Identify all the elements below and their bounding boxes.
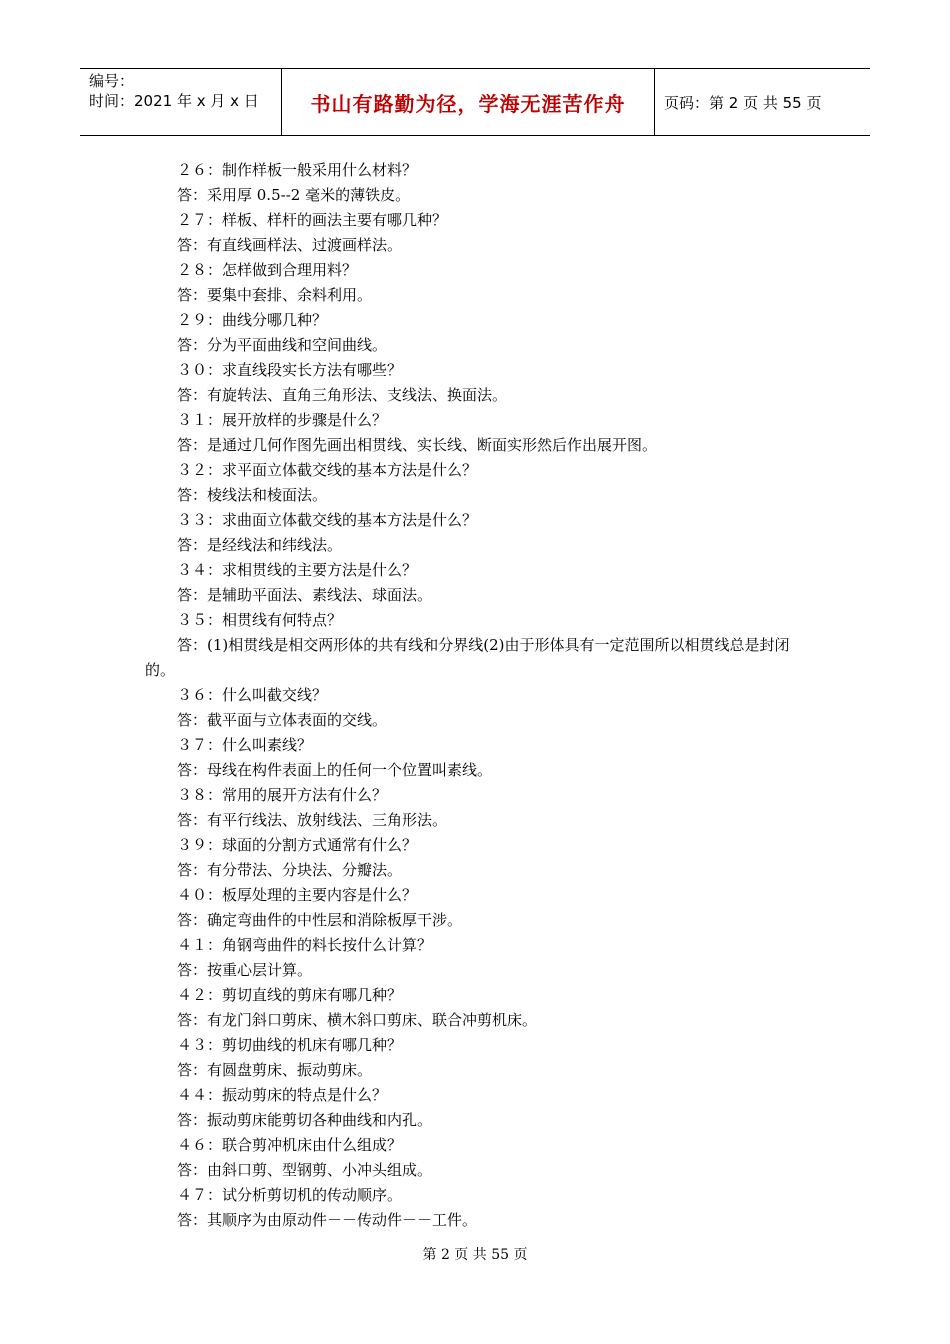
qa-line: 答：由斜口剪、型钢剪、小冲头组成。 — [177, 1161, 433, 1179]
page-footer: 第 2 页 共 55 页 — [422, 1247, 528, 1263]
qa-line: ３２：求平面立体截交线的基本方法是什么？ — [177, 461, 478, 479]
qa-line: ３６：什么叫截交线？ — [177, 686, 328, 704]
header-motto: 书山有路勤为径，学海无涯苦作舟 — [282, 69, 655, 135]
qa-line: ２８：怎样做到合理用料？ — [177, 261, 358, 279]
qa-line: ２６：制作样板一般采用什么材料？ — [177, 161, 418, 179]
qa-line: ３１：展开放样的步骤是什么？ — [177, 411, 388, 429]
qa-line: 答：是经线法和纬线法。 — [177, 536, 343, 554]
qa-line: ３９：球面的分割方式通常有什么？ — [177, 836, 418, 854]
qa-line: 答：分为平面曲线和空间曲线。 — [177, 336, 388, 354]
qa-line: ３５：相贯线有何特点？ — [177, 611, 343, 629]
qa-line: 答：有直线画样法、过渡画样法。 — [177, 236, 403, 254]
header-page-info: 页码：第 2 页 共 55 页 — [664, 93, 822, 112]
qa-line: ３０：求直线段实长方法有哪些？ — [177, 361, 403, 379]
qa-line: ４０：板厚处理的主要内容是什么？ — [177, 886, 418, 904]
qa-line: 答：有圆盘剪床、振动剪床。 — [177, 1061, 373, 1079]
qa-line: 答：是辅助平面法、素线法、球面法。 — [177, 586, 433, 604]
qa-line: 答：母线在构件表面上的任何一个位置叫素线。 — [177, 761, 493, 779]
qa-line: ２７：样板、样杆的画法主要有哪几种？ — [177, 211, 448, 229]
header-date-label: 时间：2021 年 x 月 x 日 — [89, 92, 259, 110]
qa-line: ４７：试分析剪切机的传动顺序。 — [177, 1186, 403, 1204]
qa-line: 答：按重心层计算。 — [177, 961, 313, 979]
qa-line: ３３：求曲面立体截交线的基本方法是什么？ — [177, 511, 478, 529]
qa-line: 答：有分带法、分块法、分瓣法。 — [177, 861, 403, 879]
qa-line: ４１：角钢弯曲件的料长按什么计算？ — [177, 936, 433, 954]
qa-line: 答：采用厚 0.5--2 毫米的薄铁皮。 — [177, 186, 411, 204]
qa-line: 答：有龙门斜口剪床、横木斜口剪床、联合冲剪机床。 — [177, 1011, 538, 1029]
qa-line: ４３：剪切曲线的机床有哪几种？ — [177, 1036, 403, 1054]
qa-line: ３４：求相贯线的主要方法是什么？ — [177, 561, 418, 579]
header-number-label: 编号： — [89, 72, 135, 90]
qa-wrapped-answer: 答：(1)相贯线是相交两形体的共有线和分界线(2)由于形体具有一定范围所以相贯线总是封闭的。 — [145, 636, 790, 679]
qa-line: 答：棱线法和棱面法。 — [177, 486, 328, 504]
qa-line: 答：截平面与立体表面的交线。 — [177, 711, 388, 729]
page-header — [80, 68, 870, 136]
qa-line: 答：确定弯曲件的中性层和消除板厚干涉。 — [177, 911, 463, 929]
qa-line: 答：是通过几何作图先画出相贯线、实长线、断面实形然后作出展开图。 — [177, 436, 658, 454]
qa-line: ３７：什么叫素线？ — [177, 736, 313, 754]
qa-line: 答：有平行线法、放射线法、三角形法。 — [177, 811, 448, 829]
header-meta — [80, 69, 282, 135]
qa-line: ４６：联合剪冲机床由什么组成？ — [177, 1136, 403, 1154]
qa-line: ２９：曲线分哪几种？ — [177, 311, 328, 329]
document-body — [145, 158, 810, 1233]
qa-line: 答：有旋转法、直角三角形法、支线法、换面法。 — [177, 386, 508, 404]
qa-line: ４４：振动剪床的特点是什么？ — [177, 1086, 388, 1104]
qa-line: 答：要集中套排、余料利用。 — [177, 286, 373, 304]
qa-line: ３８：常用的展开方法有什么？ — [177, 786, 388, 804]
qa-line: ４２：剪切直线的剪床有哪几种？ — [177, 986, 403, 1004]
qa-line: 答：其顺序为由原动件－－传动件－－工件。 — [177, 1211, 478, 1229]
qa-line: 答：振动剪床能剪切各种曲线和内孔。 — [177, 1111, 433, 1129]
